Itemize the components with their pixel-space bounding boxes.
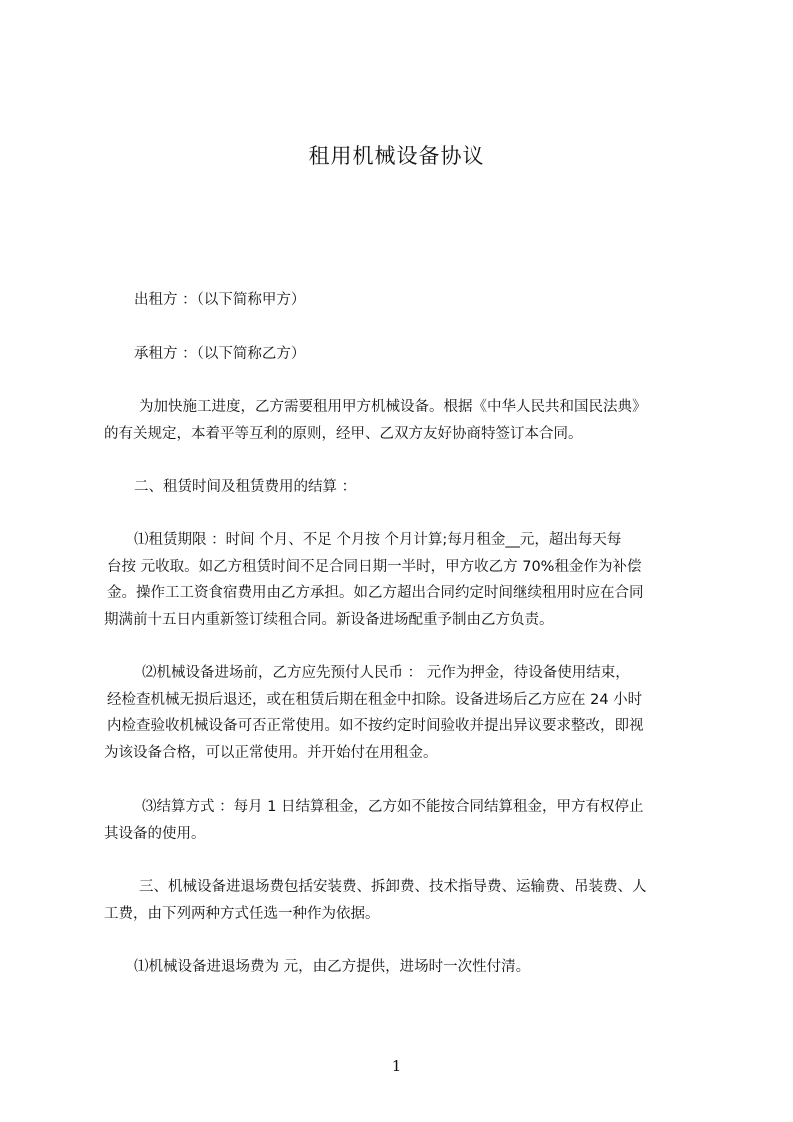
- lessor-text: 出租方 ：（以下简称甲方）: [134, 292, 306, 308]
- clause-3-1: [104, 954, 700, 981]
- page-number: 1: [391, 1057, 402, 1075]
- lessor-line: [104, 287, 700, 314]
- clause-2-3: [104, 794, 700, 847]
- clause-2-1-line-4: 期满前十五日内重新签订续租合同。新设备进场配重予制由乙方负责。: [104, 611, 554, 628]
- lessee-text: 承租方 ：（以下简称乙方）: [134, 346, 306, 362]
- clause-2-1: [104, 527, 700, 633]
- clause-2-2-line-3: 内检查验收机械设备可否正常使用。如不按约定时间验收并提出异议要求整改，即视: [107, 718, 644, 734]
- section-2-heading-text: 二、租赁时间及租赁费用的结算 ：: [134, 479, 357, 495]
- clause-2-3-line-2: 其设备的使用。: [104, 825, 206, 842]
- clause-2-1-line-3: 金。操作工工资食宿费用由乙方承担。如乙方超出合同约定时间继续租用时应在合同: [107, 585, 644, 601]
- section-2-heading: [104, 474, 700, 501]
- clause-3-1-text: ⑴机械设备进退场费为 元，由乙方提供，进场时一次性付清。: [134, 959, 531, 975]
- lessee-line: [104, 341, 700, 368]
- clause-2-1-line-2: 台按 元收取。如乙方租赁时间不足合同日期一半时，甲方收乙方 70%租金作为补偿: [107, 558, 642, 575]
- intro-paragraph: [104, 394, 700, 447]
- clause-2-2-line-2: 经检查机械无损后退还，或在租赁后期在租金中扣除。设备进场后乙方应在 24 小时: [107, 691, 643, 708]
- section-3-line-1: 三、机械设备进退场费包括安装费、拆卸费、技术指导费、运输费、吊装费、人: [139, 879, 647, 895]
- clause-2-2: [104, 660, 700, 766]
- clause-2-3-line-1: ⑶结算方式 ：每月 1 日结算租金，乙方如不能按合同结算租金，甲方有权停止: [142, 799, 644, 815]
- clause-2-2-line-1: ⑵机械设备进场前，乙方应先预付人民币 ： 元作为押金，待设备使用结束，: [142, 665, 630, 681]
- intro-line-1: 为加快施工进度，乙方需要租用甲方机械设备。根据《中华人民共和国民法典》: [139, 399, 647, 415]
- intro-line-2: 的有关规定，本着平等互利的原则，经甲、乙双方友好协商特签订本合同。: [104, 425, 583, 442]
- section-3: [104, 874, 700, 927]
- section-3-line-2: 工费，由下列两种方式任选一种作为依据。: [104, 905, 380, 922]
- document-title: 租用机械设备协议: [308, 144, 485, 168]
- clause-2-1-line-1: ⑴租赁期限 ：时间 个月、不足 个月按 个月计算;每月租金__元，超出每天每: [134, 532, 622, 548]
- clause-2-2-line-4: 为该设备合格，可以正常使用。并开始付在用租金。: [104, 744, 438, 761]
